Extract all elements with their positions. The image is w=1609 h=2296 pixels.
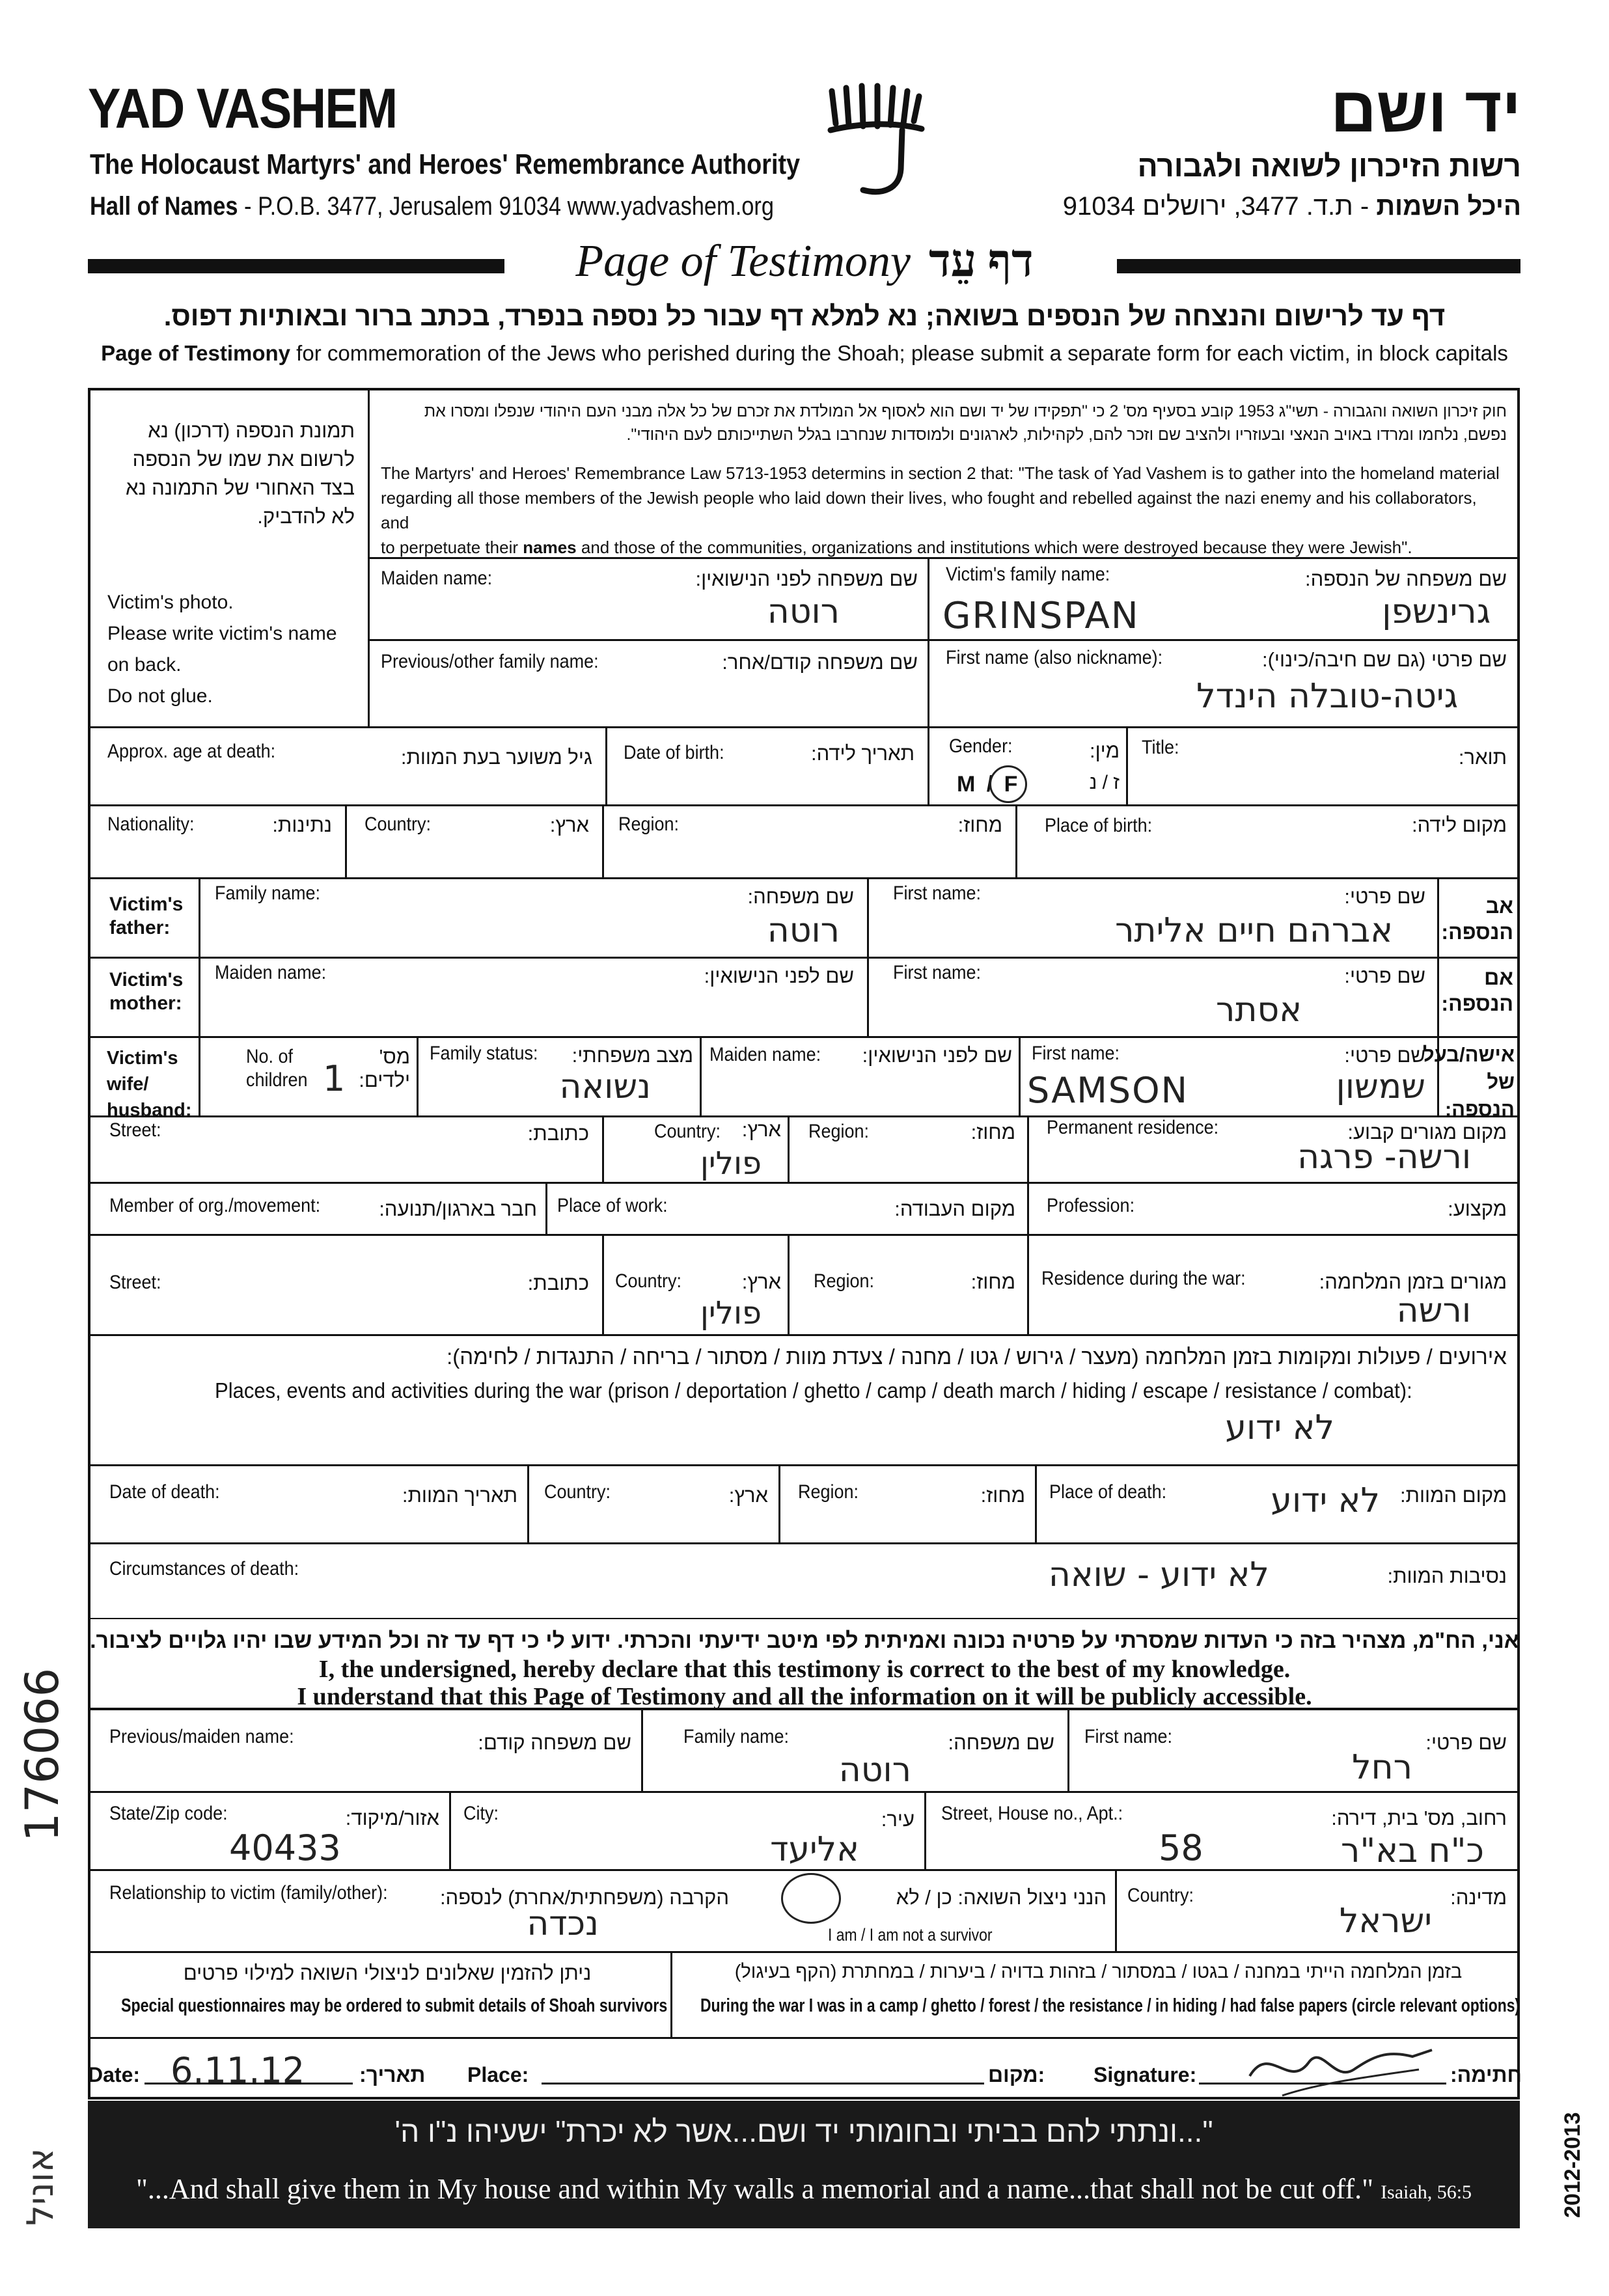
place-label-he: מקום: [988,2063,1045,2086]
mother-maiden-name-label-he: שם לפני הנישואין: [704,964,854,987]
org-name-he: יד ושם [1330,74,1521,145]
residence-country-label-he: ארץ: [741,1118,781,1141]
photo-box-en [107,587,337,712]
mother-first-name-value[interactable]: אסתר [1215,991,1302,1030]
family-name-value-en[interactable]: GRINSPAN [942,595,1140,637]
photo-box-en-4: Do not glue. [107,685,213,707]
first-name-value[interactable]: גיטה-טובלה הינדל [1196,677,1458,716]
place-of-work-label-he: מקום העבודה: [894,1197,1015,1220]
country-label: Country: [364,813,432,835]
intro-en [0,341,1609,366]
relationship-value[interactable]: נכדה [527,1904,599,1943]
member-org-label: Member of org./movement: [109,1195,321,1216]
street-name-value[interactable]: כ"ח בא"ר [1340,1831,1484,1870]
children-label-he: מס' ילדים: [359,1045,410,1091]
photo-box-en-1: Victim's photo. [107,592,234,613]
father-family-name-label: Family name: [215,882,321,904]
survivor-label[interactable]: I am / I am not a survivor [828,1925,993,1945]
spouse-maiden-name-label-he: שם לפני הנישואין: [862,1044,1012,1067]
law-en-3 [381,535,1507,560]
hall-of-names-address-en [90,192,774,221]
submitter-first-name-label: First name: [1084,1726,1173,1747]
photo-box-en-2: Please write victim's name [107,623,337,644]
law-en-3c: and those of the communities, organizations and institutions which were destroyed because they were Jewish". [576,538,1412,557]
photo-box-he: תמונת הנספה (דרכון) נא לרשום את שמו של הנספה בצד האחורי של התמונה נא לא להדביק. [126,419,355,528]
zip-label-he: אזור/מיקוד: [345,1807,439,1829]
submitter-first-name-value[interactable]: רחל [1352,1748,1412,1787]
family-name-value-he[interactable]: גרינשפן [1382,592,1491,631]
questionnaire-he: ניתן להזמין שאלונים לניצולי השואה למילוי פרטים [183,1961,592,1984]
hall-of-names-address-he [1063,192,1521,221]
date-of-death-label-he: תאריך המוות: [402,1484,517,1507]
city-label: City: [463,1803,499,1824]
signature-label-he: חתימה: [1450,2063,1522,2086]
father-label: Victim's father: [109,894,184,938]
dob-label: Date of birth: [624,742,724,763]
spouse-first-name-label-he: שם פרטי: [1344,1044,1425,1067]
death-country-label-he: ארץ: [728,1484,768,1507]
submitter-first-name-label-he: שם פרטי: [1425,1731,1507,1754]
hall-address: - P.O.B. 3477, Jerusalem 91034 www.yadvashem.org [238,192,774,221]
mother-label: Victim's mother: [109,969,184,1014]
zip-label: State/Zip code: [109,1803,228,1824]
place-line[interactable] [542,2083,984,2084]
dob-label-he: תאריך לידה: [810,742,915,765]
age-label-he: גיל משוער בעת המוות: [400,746,592,769]
father-family-name-label-he: שם משפחה: [747,885,854,908]
region-label-he: מחוז: [957,813,1002,836]
father-family-name-value[interactable]: רוטה [767,911,840,950]
signature-label: Signature: [1093,2063,1197,2086]
place-of-death-label: Place of death: [1049,1481,1167,1503]
declaration-en-1: I, the undersigned, hereby declare that this testimony is correct to the best of my knowledge. [318,1656,1291,1683]
children-value[interactable]: 1 [323,1058,346,1099]
submitter-country-label-he: מדינה: [1450,1886,1507,1909]
relationship-label: Relationship to victim (family/other): [109,1882,388,1904]
submitter-family-name-label-he: שם משפחה: [948,1731,1054,1754]
date-label: Date: [88,2063,141,2086]
father-label-he: אב הנספה: [1441,894,1513,944]
family-status-value[interactable]: נשואה [559,1067,651,1106]
law-text-en [381,461,1507,560]
death-region-label: Region: [798,1481,859,1503]
gender-options[interactable]: M / F [957,772,1021,797]
family-status-label: Family status: [430,1043,538,1064]
permanent-residence-label-he: מקום מגורים קבוע: [1347,1121,1507,1143]
law-text-he: חוק זיכרון השואה והגבורה - תשי"ג 1953 קובע בסעיף מס' 2 כי "תפקידו של יד ושם הוא לאסוף אל המולדת את זכרם של כל אלה מבני העם היהודי שנפלו ומסרו את נפשם, נלחמו ומרדו באויב הנאצי ובעוזריו ולהציב שם וזכר להם, לקהילות, לארגונים ולמוסדות שנחרבו בגלל השתייכותם לעם היהודי". [424,402,1507,444]
law-en-1: The Martyrs' and Heroes' Remembrance Law 5713-1953 determins in section 2 that: "The task of Yad Vashem is to gather into the homeland material [381,463,1500,483]
form-year-box [1526,2109,1585,2226]
survivor-label-he: הנני ניצול השואה: כן / לא [896,1886,1107,1909]
intro-he: דף עד לרישום והנצחה של הנספים בשואה; נא למלא דף עבור כל נספה בנפרד, בכתב ברור ובאותיות דפוס. [163,301,1446,331]
death-region-label-he: מחוז: [980,1484,1025,1507]
street-house-label-he: רחוב, מס' בית, דירה: [1331,1807,1507,1829]
photo-box-en-3: on back. [107,654,182,676]
date-value[interactable]: 6.11.12 [171,2050,305,2091]
authority-name-he: רשות הזיכרון לשואה ולגבורה [1137,149,1521,183]
war-residence-label-he: מגורים בזמן המלחמה: [1319,1270,1507,1293]
permanent-residence-label: Permanent residence: [1047,1117,1219,1138]
submitter-family-name-label: Family name: [683,1726,790,1747]
father-first-name-label-he: שם פרטי: [1344,885,1425,908]
residence-country-value[interactable]: פולין [700,1145,762,1182]
permanent-residence-value[interactable]: ורשה- פרגה [1297,1138,1471,1177]
mother-first-name-label: First name: [893,962,982,983]
footer-quote-en [88,2172,1520,2206]
authority-name-en: The Holocaust Martyrs' and Heroes' Remembrance Authority [90,148,801,180]
spouse-maiden-name-label: Maiden name: [709,1044,821,1065]
first-name-label-he: שם פרטי (גם שם חיבה/כינוי): [1261,648,1507,671]
title-label-he: תואר: [1458,746,1507,769]
mother-maiden-name-label: Maiden name: [215,962,327,983]
submitter-family-name-value[interactable]: רוטה [838,1751,911,1790]
place-of-birth-label-he: מקום לידה: [1412,813,1507,836]
form-year: 2012-2013 [1560,2112,1585,2218]
yad-vashem-logo-icon [824,78,928,202]
death-country-label: Country: [544,1481,611,1503]
place-of-work-label: Place of work: [557,1195,668,1216]
place-of-death-label-he: מקום המוות: [1399,1484,1507,1507]
region-label: Region: [618,813,680,835]
page-title-he: דף עֵד [928,236,1034,286]
war-residence-value[interactable]: ורשה [1396,1291,1471,1330]
hall-label: Hall of Names [90,192,238,221]
residence-region-label: Region: [808,1121,870,1142]
street-number-value[interactable]: 58 [1159,1827,1203,1868]
stamp-number: 176066 [16,1667,69,1842]
father-first-name-label: First name: [893,882,982,904]
family-name-label: Victim's family name: [946,564,1110,585]
date-label-he: תאריך: [359,2063,426,2086]
nationality-label: Nationality: [107,813,195,835]
war-country-value[interactable]: פולין [700,1295,762,1332]
profession-label-he: מקצוע: [1448,1197,1507,1220]
gender-selected-circle [989,765,1027,803]
hall-address-he: - ת.ד. 3477, ירושלים 91034 [1062,192,1377,221]
first-name-label: First name (also nickname): [946,647,1163,668]
street-label-he: כתובת: [527,1122,589,1145]
spouse-label: Victim's wife/ husband: [107,1048,192,1121]
declaration-en-2: I understand that this Page of Testimony and all the information on it will be publicly accessible. [297,1683,1312,1710]
gender-label-he: מין: [1089,739,1120,762]
country-label-he: ארץ: [549,813,589,836]
submitter-country-value[interactable]: ישראל [1339,1902,1432,1941]
declaration-he: אני, הח"מ, מצהיר בזה כי העדות שמסרתי על פרטיה נכונה ואמיתית לפי מיטב ידיעתי והכרתי. ידוע לי כי דף עד זה וכל המידע שבו יהיו גלויים לציבור. [90,1628,1519,1653]
maiden-name-label: Maiden name: [381,567,493,589]
intro-en-rest: for commemoration of the Jews who perished during the Shoah; please submit a separate form for each victim, in block capitals [290,341,1508,365]
residence-region-label-he: מחוז: [970,1121,1015,1143]
spouse-label-he: אישה/בעל של הנספה: [1422,1043,1515,1121]
org-name-en: YAD VASHEM [88,77,397,140]
zip-value[interactable]: 40433 [229,1827,341,1868]
declaration-en [0,1656,1609,1710]
children-label: No. of children [246,1046,308,1091]
age-label: Approx. age at death: [107,741,276,762]
maiden-name-value[interactable]: רוטה [767,592,840,631]
previous-name-label-he: שם משפחה קודם/אחר: [722,651,918,674]
war-region-label: Region: [814,1270,875,1292]
gender-label: Gender: [949,735,1013,757]
submitter-prev-name-label-he: שם משפחה קודם: [478,1731,631,1754]
previous-name-label: Previous/other family name: [381,651,599,672]
war-region-label-he: מחוז: [970,1270,1015,1293]
war-status-en[interactable]: During the war I was in a camp / ghetto / forest / the resistance / in hiding / had false papers (circle relevant options) [700,1995,1520,2016]
footer-quote-he: "...ונתתי להם בביתי ובחומותי יד ושם...אשר לא יכרת" ישעיהו נ"ו ה' [394,2114,1213,2148]
law-en-names: names [523,538,577,557]
city-value[interactable]: אליעד [770,1830,859,1869]
place-of-death-value[interactable]: לא ידוע [1271,1481,1380,1520]
place-label: Place: [467,2063,529,2086]
page-title-en: Page of Testimony [575,236,911,286]
relationship-label-he: הקרבה (משפחתית/אחרת) לנספה: [439,1886,729,1909]
war-street-label: Street: [109,1272,161,1293]
street-house-label: Street, House no., Apt.: [941,1803,1123,1824]
war-events-label: Places, events and activities during the war (prison / deportation / ghetto / camp / death march / hiding / escape / resistance / combat): [215,1378,1412,1402]
footer-quote-ref: Isaiah, 56:5 [1381,2181,1472,2203]
spouse-first-name-value-he[interactable]: שמשון [1336,1067,1425,1106]
survivor-selected-circle [781,1873,841,1924]
submitter-country-label: Country: [1127,1885,1194,1906]
street-label: Street: [109,1119,161,1141]
maiden-name-label-he: שם משפחה לפני הנישואין: [695,567,918,590]
circumstances-label: Circumstances of death: [109,1558,299,1579]
war-residence-label: Residence during the war: [1041,1268,1246,1289]
law-en-3a: to perpetuate their [381,538,523,557]
mother-first-name-label-he: שם פרטי: [1344,964,1425,987]
war-events-value[interactable]: לא ידוע [1225,1408,1334,1447]
circumstances-value[interactable]: לא ידוע - שואה [1048,1555,1269,1594]
spouse-first-name-value-en[interactable]: SAMSON [1027,1070,1189,1111]
city-label-he: עיר: [881,1808,915,1831]
law-en-2: regarding all those members of the Jewish people who laid down their lives, who fought and rebelled against the nazi enemy and his collaborators, and [381,488,1477,532]
war-country-label-he: ארץ: [741,1270,781,1293]
war-events-label-he: אירועים / פעולות ומקומות בזמן המלחמה (מעצר / גירוש / גטו / מחנה / צעדת מוות / מסתור / בריחה / התנגדות / לחימה): [447,1345,1507,1369]
war-status-he: בזמן המלחמה הייתי במחנה / בגטו / במסתור / בזהות בדויה / ביערות / במחתרת (הקף בעיגול) [734,1961,1463,1982]
war-street-label-he: כתובת: [527,1272,589,1294]
circumstances-label-he: נסיבות המוות: [1387,1565,1507,1587]
spouse-first-name-label: First name: [1032,1043,1120,1064]
war-country-label: Country: [615,1270,682,1292]
title-label: Title: [1142,737,1179,758]
family-status-label-he: מצב משפחתי: [571,1044,693,1067]
questionnaire-en: Special questionnaires may be ordered to submit details of Shoah survivors [121,1995,668,2016]
signature-icon [1243,2030,1438,2102]
footer-quote-en-text: "...And shall give them in My house and within My walls a memorial and a name...that shall not be cut off." [135,2173,1374,2205]
member-org-label-he: חבר בארגון/תנועה: [379,1197,537,1220]
footer-band [88,2101,1520,2228]
hall-label-he: היכל השמות [1376,192,1521,221]
date-of-death-label: Date of death: [109,1481,220,1503]
family-name-label-he: שם משפחה של הנספה: [1304,567,1507,590]
margin-note: אוניל [20,2148,62,2226]
residence-country-label: Country: [654,1121,721,1142]
nationality-label-he: נתינות: [272,813,332,836]
father-first-name-value[interactable]: אברהם חיים אליתר [1115,911,1393,950]
profession-label: Profession: [1047,1195,1135,1216]
submitter-prev-name-label: Previous/maiden name: [109,1726,294,1747]
place-of-birth-label: Place of birth: [1045,815,1153,836]
page-title [0,236,1609,288]
gender-options-he: ז / נ [1089,772,1120,793]
mother-label-he: אם הנספה: [1441,966,1513,1015]
intro-en-bold: Page of Testimony [101,341,291,365]
